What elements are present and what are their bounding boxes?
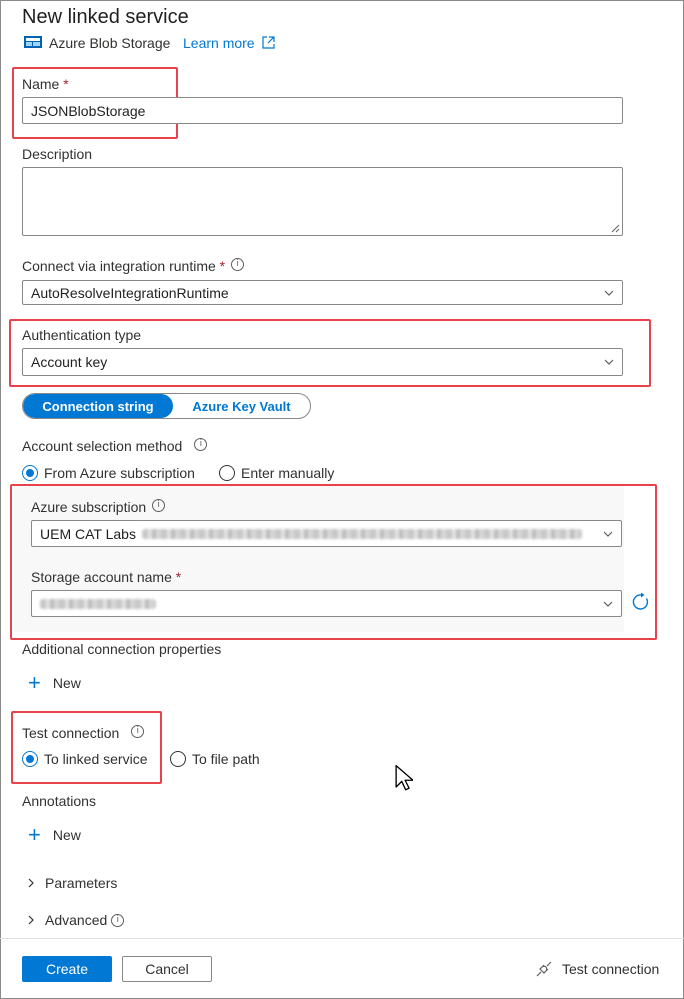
info-icon[interactable]: i [152,499,165,512]
radio-selected-indicator [22,751,38,767]
additional-new-button[interactable] [28,670,81,696]
additional-new-label: New [52,675,81,691]
radio-unselected-indicator [170,751,186,767]
runtime-select[interactable] [22,280,623,305]
name-input[interactable] [22,97,623,124]
cursor-icon [395,764,413,792]
annotations-label: Annotations [22,793,96,809]
auth-select[interactable] [22,348,623,376]
radio-enter-manually[interactable] [219,465,334,481]
resize-grip-icon[interactable] [610,223,620,233]
plug-icon [535,960,553,978]
chevron-down-icon [603,599,613,609]
tab-connection-string[interactable]: Connection string [23,394,173,418]
chevron-down-icon [604,357,614,367]
credential-source-toggle [22,393,311,419]
radio-from-subscription[interactable] [22,465,195,481]
cancel-button[interactable]: Cancel [122,956,212,982]
radio-enter-manually-label: Enter manually [241,465,335,481]
radio-from-subscription-label: From Azure subscription [44,465,195,481]
refresh-icon[interactable] [631,592,651,612]
runtime-label: Connect via integration runtime * i [22,258,244,274]
runtime-select-value: AutoResolveIntegrationRuntime [31,284,229,301]
footer-divider [0,938,684,939]
chevron-down-icon [603,529,613,539]
advanced-expander[interactable] [26,912,124,928]
test-connection-highlight [11,711,162,784]
storage-label: Storage account name * [31,569,182,585]
radio-selected-indicator [22,465,38,481]
external-link-icon[interactable] [262,36,275,49]
plus-icon: + [28,670,41,695]
annotations-new-button[interactable] [28,822,81,848]
test-connection-button[interactable] [535,960,659,978]
radio-to-file-path-label: To file path [192,751,260,767]
radio-to-linked-service[interactable] [22,751,148,767]
panel-title: New linked service [22,6,189,28]
test-connection-button-label: Test connection [562,961,660,977]
auth-select-value: Account key [31,354,108,370]
create-button[interactable]: Create [22,956,112,982]
tab-azure-key-vault[interactable]: Azure Key Vault [192,398,291,414]
parameters-expander[interactable] [26,875,117,891]
test-connection-label: Test connection i [22,725,144,741]
chevron-right-icon [26,915,36,925]
description-textarea[interactable] [22,167,623,236]
radio-to-file-path[interactable] [170,751,260,767]
plus-icon: + [28,822,41,847]
info-icon[interactable]: i [231,258,244,271]
info-icon[interactable]: i [131,725,144,738]
storage-icon [24,36,42,48]
account-selection-label: Account selection method i [22,438,207,454]
redacted-text [142,529,582,539]
additional-properties-label: Additional connection properties [22,641,222,657]
subscription-label: Azure subscription i [31,499,165,515]
service-type-label: Azure Blob Storage [49,35,171,51]
parameters-label: Parameters [45,875,118,891]
annotations-new-label: New [52,827,81,843]
auth-label: Authentication type [22,327,142,343]
description-label: Description [22,146,93,162]
advanced-label: Advanced [45,912,108,928]
storage-select[interactable] [31,590,622,617]
name-input-value: JSONBlobStorage [31,102,146,119]
chevron-down-icon [604,288,614,298]
name-label: Name * [22,76,69,92]
radio-unselected-indicator [219,465,235,481]
subscription-select[interactable] [31,520,622,547]
info-icon[interactable]: i [194,438,207,451]
radio-to-linked-service-label: To linked service [44,751,148,767]
chevron-right-icon [26,878,36,888]
subscription-select-value: UEM CAT Labs [40,525,136,542]
learn-more-link[interactable]: Learn more [183,35,255,51]
info-icon[interactable]: i [111,914,124,927]
redacted-text [40,599,156,609]
